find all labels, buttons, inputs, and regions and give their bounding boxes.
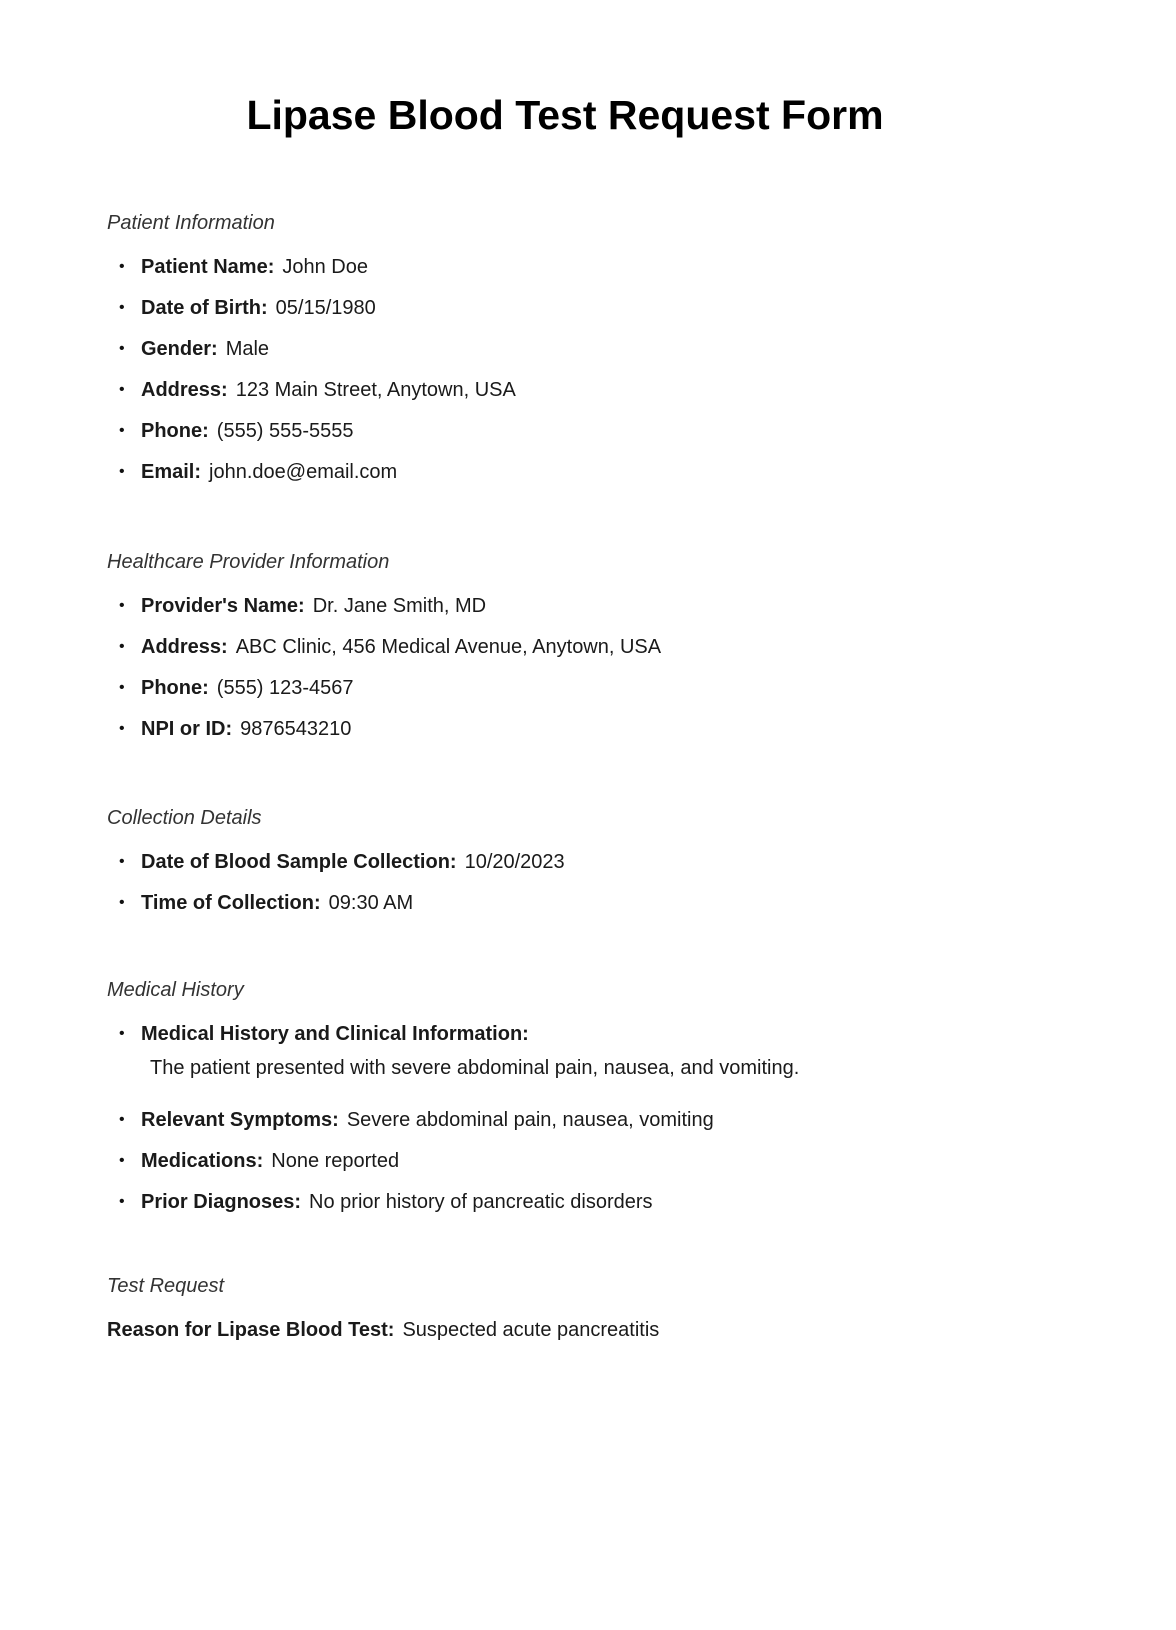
list-item bbox=[107, 848, 565, 889]
page-title: Lipase Blood Test Request Form bbox=[246, 92, 884, 138]
bullet-icon: • bbox=[119, 1152, 125, 1169]
field-value: (555) 555-5555 bbox=[216, 420, 354, 442]
list-item bbox=[107, 1147, 799, 1188]
field-label: Date of Birth: bbox=[141, 297, 268, 319]
field-label: Relevant Symptoms: bbox=[141, 1109, 339, 1131]
field-label: Address: bbox=[141, 636, 228, 658]
reason-value: Suspected acute pancreatitis bbox=[402, 1319, 660, 1341]
field-value: 9876543210 bbox=[240, 718, 352, 740]
field-label: Phone: bbox=[141, 677, 209, 699]
section-heading: Medical History bbox=[107, 979, 244, 1001]
field-value: Severe abdominal pain, nausea, vomiting bbox=[346, 1109, 714, 1131]
bullet-icon: • bbox=[119, 1025, 125, 1042]
list-item bbox=[107, 715, 661, 756]
bullet-icon: • bbox=[119, 720, 125, 737]
list-item bbox=[107, 674, 661, 715]
list-item bbox=[107, 458, 516, 499]
field-label: Date of Blood Sample Collection: bbox=[141, 851, 457, 873]
field-value: 09:30 AM bbox=[328, 892, 414, 914]
field-value: 123 Main Street, Anytown, USA bbox=[235, 379, 516, 401]
bullet-icon: • bbox=[119, 597, 125, 614]
bullet-icon: • bbox=[119, 853, 125, 870]
field-value: The patient presented with severe abdominal pain, nausea, and vomiting. bbox=[150, 1057, 800, 1079]
bullet-icon: • bbox=[119, 1111, 125, 1128]
field-label: Provider's Name: bbox=[141, 595, 305, 617]
reason-row bbox=[107, 1316, 659, 1344]
section-heading: Healthcare Provider Information bbox=[107, 551, 390, 573]
list-item bbox=[107, 335, 516, 376]
field-label: Prior Diagnoses: bbox=[141, 1191, 302, 1213]
bullet-icon: • bbox=[119, 638, 125, 655]
list-item bbox=[107, 1020, 799, 1106]
collection-details-section bbox=[107, 804, 565, 930]
section-heading: Test Request bbox=[107, 1275, 225, 1297]
bullet-icon: • bbox=[119, 340, 125, 357]
bullet-icon: • bbox=[119, 679, 125, 696]
field-label: Gender: bbox=[141, 338, 218, 360]
patient-information-section bbox=[107, 209, 516, 499]
list-item bbox=[107, 633, 661, 674]
field-value: ABC Clinic, 456 Medical Avenue, Anytown, USA bbox=[235, 636, 662, 658]
bullet-icon: • bbox=[119, 258, 125, 275]
field-label: Patient Name: bbox=[141, 256, 275, 278]
field-label: Medical History and Clinical Information: bbox=[141, 1023, 529, 1045]
section-heading: Collection Details bbox=[107, 807, 262, 829]
field-value: John Doe bbox=[282, 256, 368, 278]
list-item bbox=[107, 592, 661, 633]
bullet-icon: • bbox=[119, 299, 125, 316]
field-value: Male bbox=[225, 338, 270, 360]
bullet-icon: • bbox=[119, 381, 125, 398]
section-heading: Patient Information bbox=[107, 212, 275, 234]
field-label: Phone: bbox=[141, 420, 209, 442]
test-request-section bbox=[107, 1272, 659, 1344]
field-label: Time of Collection: bbox=[141, 892, 321, 914]
field-value: None reported bbox=[271, 1150, 400, 1172]
medical-history-section bbox=[107, 976, 799, 1229]
field-value: john.doe@email.com bbox=[209, 461, 398, 483]
list-item bbox=[107, 889, 565, 930]
field-value: Dr. Jane Smith, MD bbox=[312, 595, 487, 617]
provider-information-section bbox=[107, 548, 661, 756]
field-label: NPI or ID: bbox=[141, 718, 233, 740]
bullet-icon: • bbox=[119, 894, 125, 911]
bullet-icon: • bbox=[119, 1193, 125, 1210]
bullet-icon: • bbox=[119, 463, 125, 480]
field-value: 05/15/1980 bbox=[275, 297, 376, 319]
list-item bbox=[107, 376, 516, 417]
field-value: No prior history of pancreatic disorders bbox=[309, 1191, 653, 1213]
field-label: Address: bbox=[141, 379, 228, 401]
list-item bbox=[107, 294, 516, 335]
field-label: Email: bbox=[141, 461, 202, 483]
list-item bbox=[107, 1188, 799, 1229]
list-item bbox=[107, 1106, 799, 1147]
bullet-icon: • bbox=[119, 422, 125, 439]
field-value: 10/20/2023 bbox=[464, 851, 565, 873]
list-item bbox=[107, 253, 516, 294]
field-value: (555) 123-4567 bbox=[216, 677, 354, 699]
reason-label: Reason for Lipase Blood Test: bbox=[107, 1319, 395, 1341]
field-label: Medications: bbox=[141, 1150, 264, 1172]
list-item bbox=[107, 417, 516, 458]
